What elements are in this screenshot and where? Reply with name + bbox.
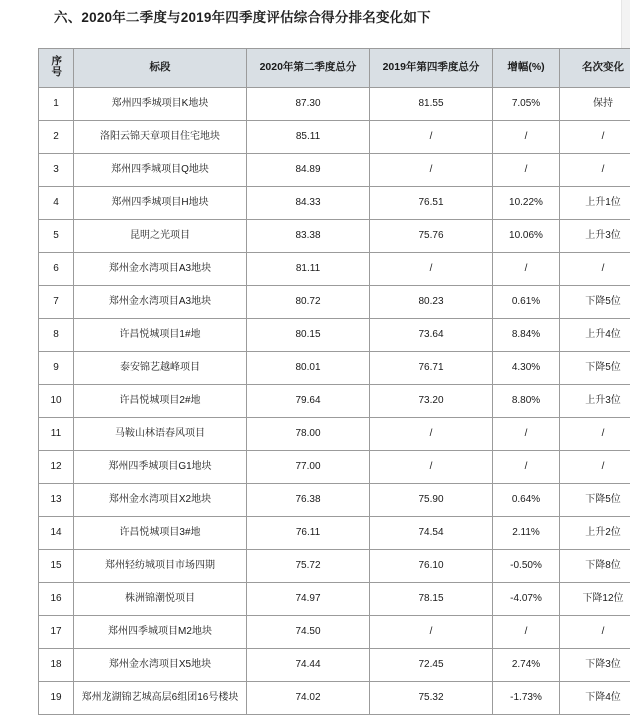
row-score-2019q4: / xyxy=(370,121,493,154)
row-growth: 0.61% xyxy=(493,286,560,319)
column-header-rank-change: 名次变化 xyxy=(560,49,630,88)
table-body xyxy=(39,88,630,715)
row-rank-change: / xyxy=(560,451,630,484)
row-index: 19 xyxy=(39,682,74,715)
row-score-2019q4: 75.90 xyxy=(370,484,493,517)
row-project-name: 马鞍山林语春风项目 xyxy=(74,418,247,451)
row-growth: 8.80% xyxy=(493,385,560,418)
page-title: 六、2020年二季度与2019年四季度评估综合得分排名变化如下 xyxy=(54,6,431,26)
row-rank-change: 下降8位 xyxy=(560,550,630,583)
table-row xyxy=(39,187,630,220)
row-growth: 7.05% xyxy=(493,88,560,121)
row-index: 3 xyxy=(39,154,74,187)
row-project-name: 郑州四季城项目G1地块 xyxy=(74,451,247,484)
row-project-name: 郑州四季城项目Q地块 xyxy=(74,154,247,187)
row-growth: 4.30% xyxy=(493,352,560,385)
row-score-2020q2: 80.72 xyxy=(247,286,370,319)
row-index: 17 xyxy=(39,616,74,649)
row-project-name: 郑州轻纺城项目市场四期 xyxy=(74,550,247,583)
row-project-name: 泰安锦艺越峰项目 xyxy=(74,352,247,385)
row-growth: -4.07% xyxy=(493,583,560,616)
row-score-2020q2: 80.01 xyxy=(247,352,370,385)
score-comparison-table xyxy=(38,48,616,715)
row-rank-change: 上升3位 xyxy=(560,385,630,418)
row-score-2019q4: 74.54 xyxy=(370,517,493,550)
row-score-2019q4: / xyxy=(370,616,493,649)
row-project-name: 郑州金水湾项目X5地块 xyxy=(74,649,247,682)
row-rank-change: / xyxy=(560,121,630,154)
row-rank-change: 下降4位 xyxy=(560,682,630,715)
row-index: 5 xyxy=(39,220,74,253)
row-growth: 0.64% xyxy=(493,484,560,517)
row-score-2020q2: 75.72 xyxy=(247,550,370,583)
row-score-2020q2: 76.38 xyxy=(247,484,370,517)
row-score-2019q4: / xyxy=(370,253,493,286)
row-score-2019q4: 73.64 xyxy=(370,319,493,352)
row-rank-change: 下降5位 xyxy=(560,352,630,385)
row-growth: / xyxy=(493,253,560,286)
row-growth: 2.11% xyxy=(493,517,560,550)
row-project-name: 洛阳云锦天章项目住宅地块 xyxy=(74,121,247,154)
row-growth: / xyxy=(493,418,560,451)
row-project-name: 郑州金水湾项目A3地块 xyxy=(74,253,247,286)
row-index: 6 xyxy=(39,253,74,286)
table-row xyxy=(39,616,630,649)
row-score-2019q4: / xyxy=(370,154,493,187)
row-index: 12 xyxy=(39,451,74,484)
row-growth: 8.84% xyxy=(493,319,560,352)
row-index: 11 xyxy=(39,418,74,451)
row-growth: 10.22% xyxy=(493,187,560,220)
row-index: 7 xyxy=(39,286,74,319)
table-row xyxy=(39,451,630,484)
row-index: 10 xyxy=(39,385,74,418)
row-score-2019q4: 81.55 xyxy=(370,88,493,121)
row-score-2019q4: / xyxy=(370,418,493,451)
column-header-score-2019q4: 2019年第四季度总分 xyxy=(370,49,493,88)
row-score-2019q4: 80.23 xyxy=(370,286,493,319)
row-score-2020q2: 74.02 xyxy=(247,682,370,715)
table-row xyxy=(39,253,630,286)
row-project-name: 郑州金水湾项目A3地块 xyxy=(74,286,247,319)
table-row xyxy=(39,583,630,616)
row-rank-change: 下降5位 xyxy=(560,484,630,517)
table-row xyxy=(39,385,630,418)
row-rank-change: / xyxy=(560,253,630,286)
table-row xyxy=(39,154,630,187)
row-project-name: 株洲锦潮悦项目 xyxy=(74,583,247,616)
row-score-2020q2: 83.38 xyxy=(247,220,370,253)
row-growth: / xyxy=(493,451,560,484)
row-score-2020q2: 74.50 xyxy=(247,616,370,649)
row-score-2020q2: 74.44 xyxy=(247,649,370,682)
row-index: 13 xyxy=(39,484,74,517)
row-growth: -1.73% xyxy=(493,682,560,715)
row-score-2020q2: 77.00 xyxy=(247,451,370,484)
row-score-2019q4: 73.20 xyxy=(370,385,493,418)
row-index: 16 xyxy=(39,583,74,616)
row-rank-change: 下降12位 xyxy=(560,583,630,616)
row-project-name: 昆明之光项目 xyxy=(74,220,247,253)
row-score-2020q2: 78.00 xyxy=(247,418,370,451)
row-score-2020q2: 84.33 xyxy=(247,187,370,220)
row-score-2019q4: / xyxy=(370,451,493,484)
table-row xyxy=(39,517,630,550)
table-row xyxy=(39,88,630,121)
row-project-name: 许昌悦城项目3#地 xyxy=(74,517,247,550)
row-project-name: 郑州四季城项目H地块 xyxy=(74,187,247,220)
row-rank-change: 上升2位 xyxy=(560,517,630,550)
row-project-name: 郑州金水湾项目X2地块 xyxy=(74,484,247,517)
row-growth: 2.74% xyxy=(493,649,560,682)
row-rank-change: 上升1位 xyxy=(560,187,630,220)
row-score-2019q4: 72.45 xyxy=(370,649,493,682)
row-growth: -0.50% xyxy=(493,550,560,583)
table-row xyxy=(39,286,630,319)
row-score-2020q2: 74.97 xyxy=(247,583,370,616)
table-row xyxy=(39,220,630,253)
row-rank-change: / xyxy=(560,616,630,649)
row-project-name: 许昌悦城项目1#地 xyxy=(74,319,247,352)
column-header-growth: 增幅(%) xyxy=(493,49,560,88)
row-rank-change: 上升3位 xyxy=(560,220,630,253)
row-score-2019q4: 75.76 xyxy=(370,220,493,253)
row-score-2019q4: 76.10 xyxy=(370,550,493,583)
table-row xyxy=(39,352,630,385)
column-header-project: 标段 xyxy=(74,49,247,88)
row-score-2020q2: 87.30 xyxy=(247,88,370,121)
table-row xyxy=(39,550,630,583)
row-score-2019q4: 75.32 xyxy=(370,682,493,715)
row-growth: / xyxy=(493,154,560,187)
row-score-2020q2: 79.64 xyxy=(247,385,370,418)
row-rank-change: 保持 xyxy=(560,88,630,121)
row-index: 14 xyxy=(39,517,74,550)
row-rank-change: 上升4位 xyxy=(560,319,630,352)
row-project-name: 郑州龙湖锦艺城高层6组团16号楼块 xyxy=(74,682,247,715)
row-index: 15 xyxy=(39,550,74,583)
row-growth: / xyxy=(493,121,560,154)
row-index: 18 xyxy=(39,649,74,682)
row-index: 8 xyxy=(39,319,74,352)
row-score-2020q2: 80.15 xyxy=(247,319,370,352)
table-row xyxy=(39,121,630,154)
column-header-index-label: 序号 xyxy=(52,56,61,78)
row-project-name: 郑州四季城项目K地块 xyxy=(74,88,247,121)
row-rank-change: 下降3位 xyxy=(560,649,630,682)
row-index: 4 xyxy=(39,187,74,220)
row-growth: / xyxy=(493,616,560,649)
row-rank-change: / xyxy=(560,154,630,187)
row-project-name: 郑州四季城项目M2地块 xyxy=(74,616,247,649)
table-header-row xyxy=(39,49,630,88)
row-project-name: 许昌悦城项目2#地 xyxy=(74,385,247,418)
row-index: 1 xyxy=(39,88,74,121)
row-rank-change: 下降5位 xyxy=(560,286,630,319)
table-row xyxy=(39,319,630,352)
column-header-score-2020q2: 2020年第二季度总分 xyxy=(247,49,370,88)
row-score-2019q4: 78.15 xyxy=(370,583,493,616)
row-growth: 10.06% xyxy=(493,220,560,253)
table-row xyxy=(39,418,630,451)
row-score-2020q2: 76.11 xyxy=(247,517,370,550)
page-left-margin xyxy=(0,0,36,691)
row-index: 9 xyxy=(39,352,74,385)
row-score-2019q4: 76.51 xyxy=(370,187,493,220)
table-row xyxy=(39,682,630,715)
row-score-2020q2: 81.11 xyxy=(247,253,370,286)
table-row xyxy=(39,649,630,682)
table-row xyxy=(39,484,630,517)
row-score-2019q4: 76.71 xyxy=(370,352,493,385)
row-index: 2 xyxy=(39,121,74,154)
row-score-2020q2: 85.11 xyxy=(247,121,370,154)
row-rank-change: / xyxy=(560,418,630,451)
row-score-2020q2: 84.89 xyxy=(247,154,370,187)
column-header-index xyxy=(39,49,74,88)
